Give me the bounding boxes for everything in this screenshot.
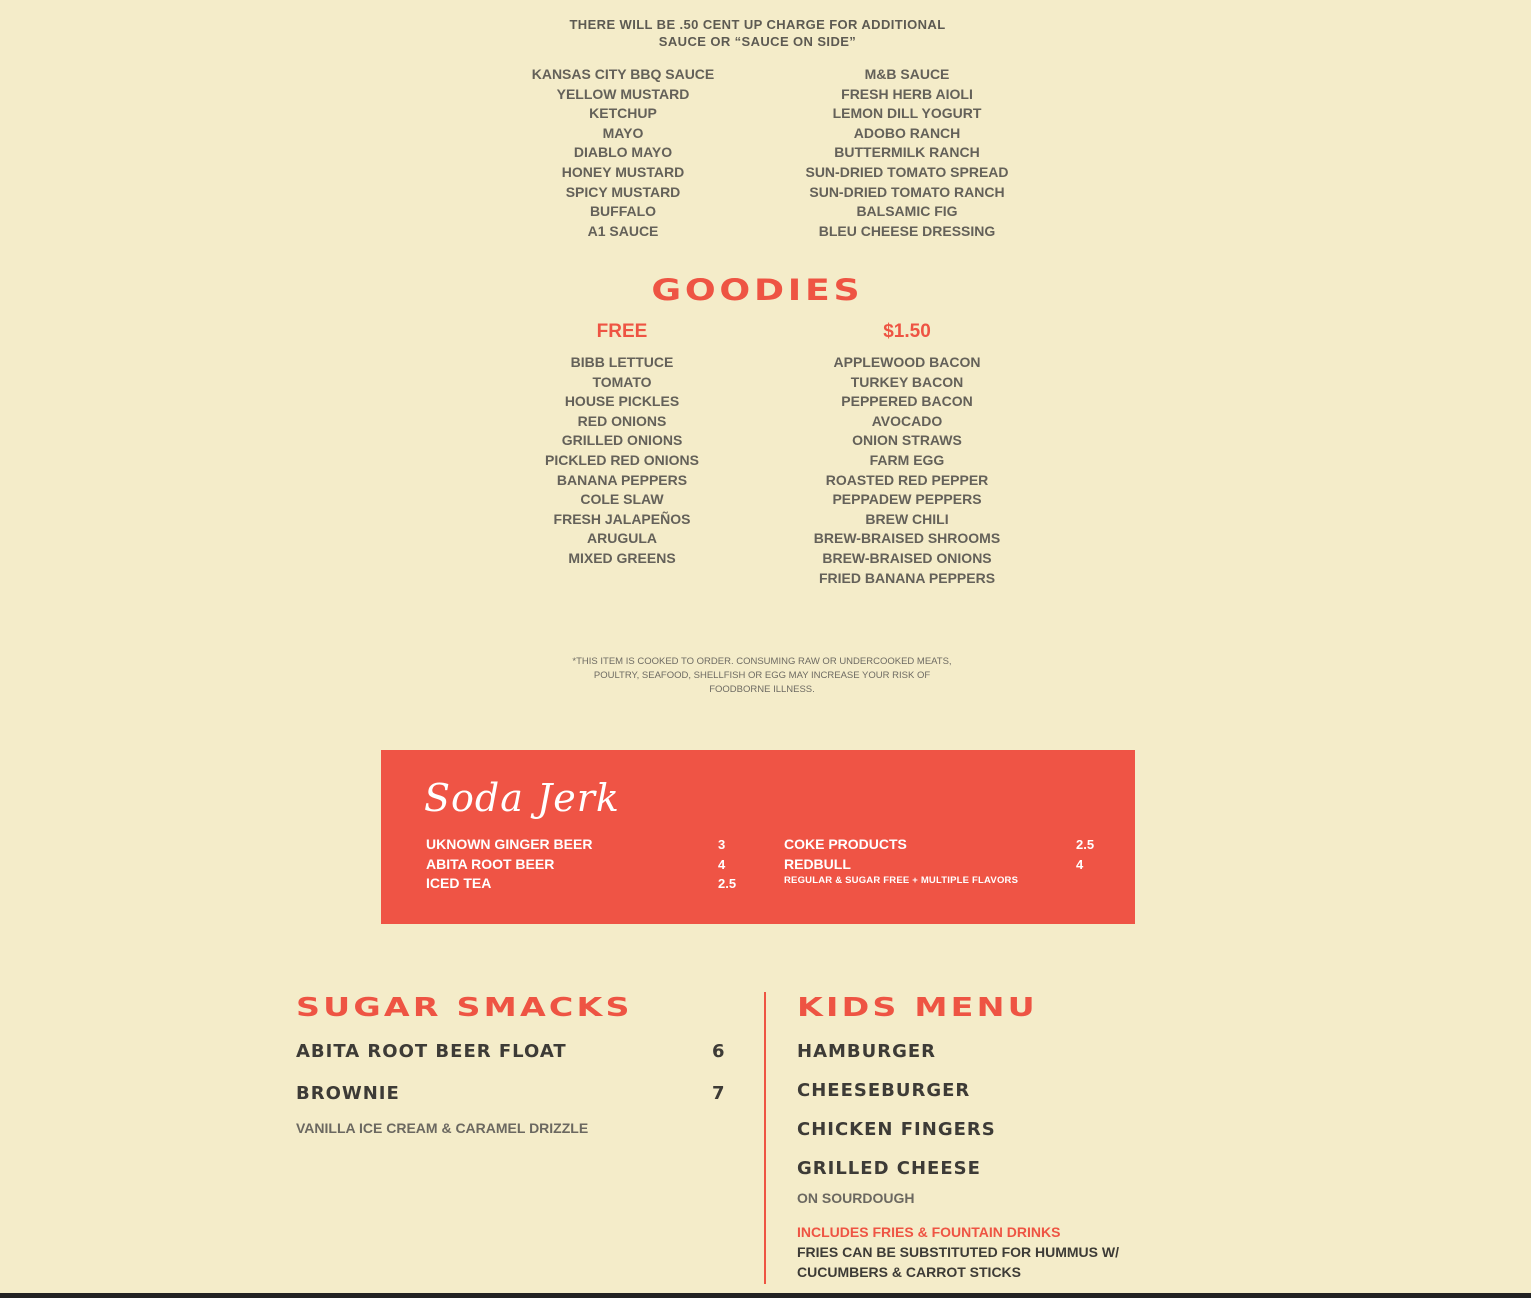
- sauce-item: DIABLO MAYO: [573, 144, 673, 161]
- goodie-item: FRIED BANANA PEPPERS: [818, 569, 996, 586]
- kids-substitution-note: [797, 1243, 1137, 1282]
- sauce-item: BUTTERMILK RANCH: [834, 144, 980, 161]
- soda-item-price: 2.5: [718, 876, 737, 891]
- sauce-item: M&B SAUCE: [864, 66, 950, 82]
- goodie-item: BREW-BRAISED ONIONS: [822, 549, 992, 566]
- goodie-item: RED ONIONS: [577, 412, 667, 429]
- goodie-item: FRESH JALAPEÑOS: [553, 510, 691, 527]
- substitution-line-1: FRIES CAN BE SUBSTITUTED FOR HUMMUS W/: [797, 1244, 1119, 1260]
- goodie-item: AVOCADO: [871, 412, 943, 429]
- goodie-item: GRILLED ONIONS: [561, 432, 683, 449]
- goodie-item: BREW CHILI: [865, 510, 949, 527]
- kids-item-name: CHICKEN FINGERS: [797, 1119, 996, 1140]
- sauce-item: SUN-DRIED TOMATO SPREAD: [805, 163, 1009, 180]
- goodie-item: PEPPADEW PEPPERS: [832, 491, 982, 508]
- sauce-charge-notice: [0, 16, 1515, 50]
- sauce-item: KANSAS CITY BBQ SAUCE: [531, 66, 715, 82]
- sauce-item: BLEU CHEESE DRESSING: [818, 222, 996, 239]
- sauce-item: LEMON DILL YOGURT: [832, 105, 982, 122]
- goodie-item: MIXED GREENS: [568, 549, 676, 566]
- bottom-border: [0, 1293, 1531, 1298]
- dessert-item-price: 7: [712, 1083, 725, 1104]
- goodie-item: HOUSE PICKLES: [564, 393, 680, 410]
- goodies-paid-list: [787, 353, 1027, 588]
- sauce-notice-line-1: THERE WILL BE .50 CENT UP CHARGE FOR ADDITIONAL: [569, 17, 946, 32]
- sauce-item: BALSAMIC FIG: [856, 203, 958, 220]
- soda-item-name: REDBULL: [784, 856, 851, 872]
- kids-item-name: GRILLED CHEESE: [797, 1158, 981, 1179]
- dessert-item-name: ABITA ROOT BEER FLOAT: [296, 1041, 567, 1062]
- kids-includes-note: INCLUDES FRIES & FOUNTAIN DRINKS: [797, 1224, 1061, 1240]
- soda-item-price: 4: [1076, 857, 1084, 872]
- sauce-item: ADOBO RANCH: [853, 124, 961, 141]
- sauce-item: BUFFALO: [589, 203, 657, 220]
- goodies-free-heading: FREE: [596, 321, 648, 342]
- kids-menu-heading: KIDS MENU: [797, 993, 1038, 1023]
- soda-item-price: 3: [718, 837, 726, 852]
- sauce-item: SUN-DRIED TOMATO RANCH: [809, 183, 1005, 200]
- section-divider: [764, 992, 766, 1284]
- dessert-item-name: BROWNIE: [296, 1083, 400, 1104]
- sauce-list-right: [787, 65, 1027, 241]
- redbull-note: REGULAR & SUGAR FREE + MULTIPLE FLAVORS: [784, 875, 1019, 886]
- goodie-item: TURKEY BACON: [850, 373, 964, 390]
- sauce-item: A1 SAUCE: [587, 222, 659, 239]
- soda-item-name: ICED TEA: [426, 875, 492, 891]
- soda-item-price: 2.5: [1076, 837, 1095, 852]
- grilled-cheese-description: ON SOURDOUGH: [797, 1190, 915, 1206]
- soda-item-name: COKE PRODUCTS: [784, 836, 907, 852]
- sauce-item: FRESH HERB AIOLI: [841, 85, 973, 102]
- kids-item-name: HAMBURGER: [797, 1041, 937, 1062]
- goodie-item: TOMATO: [592, 373, 652, 390]
- goodies-price-heading: $1.50: [883, 321, 931, 342]
- soda-item-price: 4: [718, 857, 726, 872]
- goodie-item: ONION STRAWS: [852, 432, 962, 449]
- substitution-line-2: CUCUMBERS & CARROT STICKS: [797, 1263, 1021, 1280]
- disclaimer-line-3: FOODBORNE ILLNESS.: [709, 684, 815, 695]
- dessert-item-price: 6: [712, 1041, 725, 1062]
- disclaimer-line-1: *THIS ITEM IS COOKED TO ORDER. CONSUMING RAW OR UNDERCOOKED MEATS,: [572, 656, 952, 667]
- kids-item-name: CHEESEBURGER: [797, 1080, 971, 1101]
- goodies-free-list: [502, 353, 742, 569]
- goodie-item: FARM EGG: [869, 451, 945, 468]
- goodie-item: PEPPERED BACON: [841, 393, 973, 410]
- goodie-item: BREW-BRAISED SHROOMS: [813, 530, 1001, 547]
- sauce-item: HONEY MUSTARD: [561, 163, 685, 180]
- goodie-item: BANANA PEPPERS: [556, 471, 688, 488]
- sauce-item: YELLOW MUSTARD: [556, 85, 690, 102]
- goodie-item: ROASTED RED PEPPER: [825, 471, 989, 488]
- soda-item-name: UKNOWN GINGER BEER: [426, 836, 593, 852]
- sauce-notice-line-2: SAUCE OR “SAUCE ON SIDE”: [658, 34, 857, 49]
- sauce-item: KETCHUP: [589, 105, 657, 122]
- soda-item-name: ABITA ROOT BEER: [426, 856, 555, 872]
- food-safety-disclaimer: [562, 655, 962, 697]
- soda-jerk-title: Soda Jerk: [424, 776, 620, 820]
- sauce-item: MAYO: [602, 124, 644, 141]
- goodie-item: COLE SLAW: [580, 491, 664, 508]
- disclaimer-line-2: POULTRY, SEAFOOD, SHELLFISH OR EGG MAY INCREASE YOUR RISK OF: [593, 670, 931, 681]
- goodie-item: ARUGULA: [587, 530, 657, 547]
- goodie-item: PICKLED RED ONIONS: [544, 451, 699, 468]
- goodies-heading: GOODIES: [651, 273, 864, 307]
- sauce-item: SPICY MUSTARD: [565, 183, 681, 200]
- dessert-item-description: VANILLA ICE CREAM & CARAMEL DRIZZLE: [296, 1120, 589, 1136]
- sugar-smacks-heading: SUGAR SMACKS: [296, 993, 633, 1023]
- goodie-item: BIBB LETTUCE: [570, 354, 674, 370]
- goodie-item: APPLEWOOD BACON: [833, 354, 981, 370]
- sauce-list-left: [503, 65, 743, 241]
